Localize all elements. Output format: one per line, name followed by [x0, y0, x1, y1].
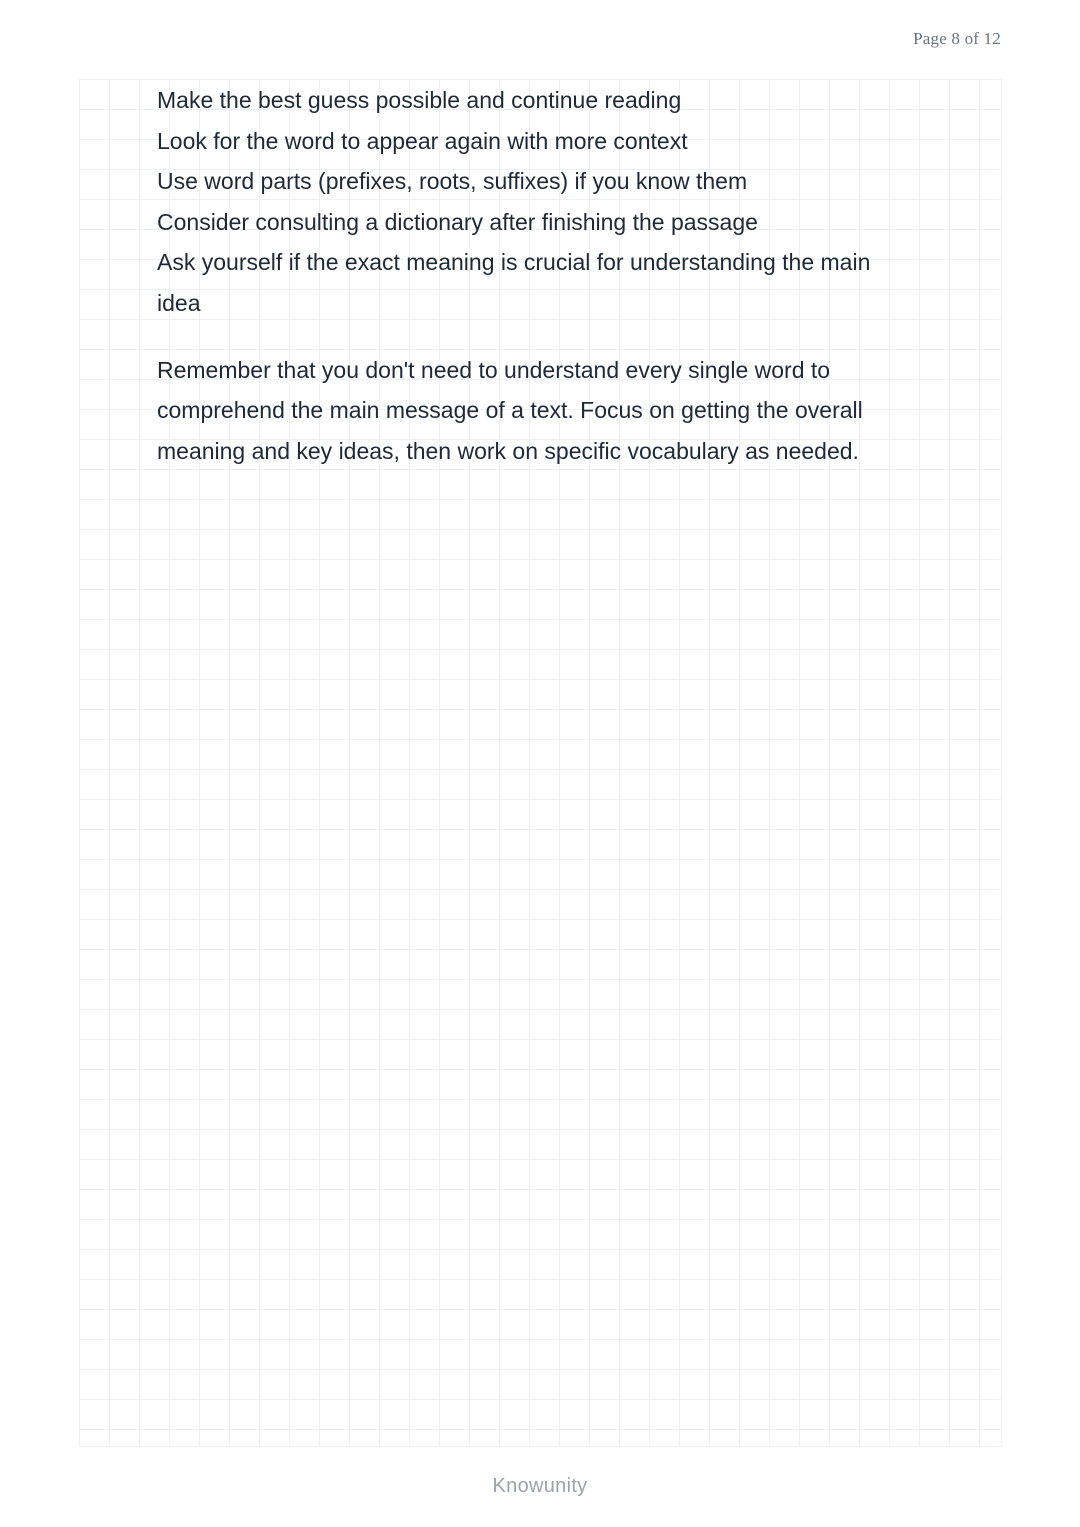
tip-item: Ask yourself if the exact meaning is crucial for understanding the main idea — [157, 249, 871, 316]
page-number: Page 8 of 12 — [913, 29, 1001, 48]
tip-item: Consider consulting a dictionary after finishing the passage — [157, 208, 758, 235]
tip-item: Look for the word to appear again with more context — [157, 127, 688, 154]
footer-brand: Knowunity — [492, 1475, 588, 1497]
tip-item: Make the best guess possible and continue reading — [157, 87, 682, 113]
document-body — [157, 80, 917, 471]
tip-item: Use word parts (prefixes, roots, suffixes) if you know them — [157, 168, 748, 195]
closing-paragraph: Remember that you don't need to understand every single word to comprehend the main message of a text. Focus on getting the overall meaning and key ideas, then work on specific vocabulary as needed. — [157, 356, 863, 464]
tips-list — [157, 80, 917, 324]
